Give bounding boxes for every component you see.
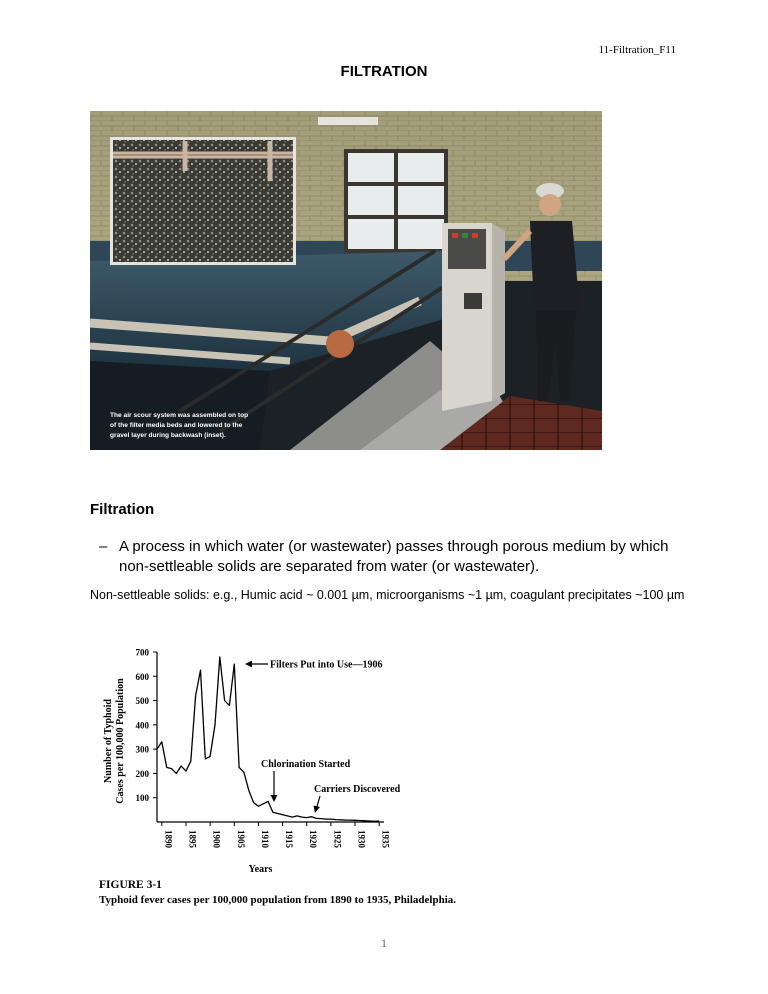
typhoid-cases-line [157,657,379,821]
solids-note: Non-settleable solids: e.g., Humic acid ~ 0.001 µm, microorganisms ~1 µm, coagulant precipitates ~100 µm [90,588,685,602]
figure-caption: Typhoid fever cases per 100,000 population from 1890 to 1935, Philadelphia. [99,894,457,906]
y-tick-label: 600 [135,671,149,682]
y-tick-label: 100 [135,793,149,804]
x-tick-label: 1925 [332,830,343,848]
x-tick-label: 1910 [259,830,270,848]
y-tick-label: 200 [135,768,149,779]
figure-label: FIGURE 3-1 [99,879,162,891]
y-axis-title [103,678,126,804]
section-heading: Filtration [90,501,155,518]
filtration-plant-photo [90,111,602,450]
photo-caption-line: of the filter media beds and lowered to the [110,422,243,429]
photo-caption-line: The air scour system was assembled on top [110,412,249,419]
annotation-filters [245,660,383,671]
header-tag: 11-Filtration_F11 [598,44,676,56]
x-tick-label: 1895 [187,830,198,848]
definition-text: A process in which water (or wastewater) passes through porous medium by which non-settleable solids are separated from water (or wastewater). [119,538,669,575]
x-tick-label: 1915 [284,830,295,848]
annotation-chlorination-label: Chlorination Started [261,759,351,770]
annotation-chlorination [261,759,351,802]
bullet-dash: – [99,538,108,555]
typhoid-chart [96,638,426,878]
y-tick-label: 300 [135,744,149,755]
y-tick-label: 400 [135,720,149,731]
y-tick-label: 500 [135,696,149,707]
photo-caption-line: gravel layer during backwash (inset). [110,432,226,439]
annotation-carriers-label: Carriers Discovered [314,784,401,795]
x-tick-label: 1920 [308,830,319,848]
x-tick-label: 1905 [235,830,246,848]
x-tick-label: 1890 [163,830,174,848]
x-tick-label: 1900 [211,830,222,848]
page-title: FILTRATION [340,63,428,80]
chart-ticks [136,648,391,849]
annotation-filters-label: Filters Put into Use—1906 [270,659,383,671]
x-tick-label: 1935 [380,830,391,848]
page-number: 1 [381,936,387,950]
x-tick-label: 1930 [356,830,367,848]
definition-item [99,537,699,577]
y-axis-title-line: Cases per 100,000 Population [115,678,126,804]
y-tick-label: 700 [135,647,149,658]
x-axis-title: Years [248,864,273,875]
y-axis-title-line: Number of Typhoid [103,699,114,783]
annotation-carriers [314,784,401,813]
